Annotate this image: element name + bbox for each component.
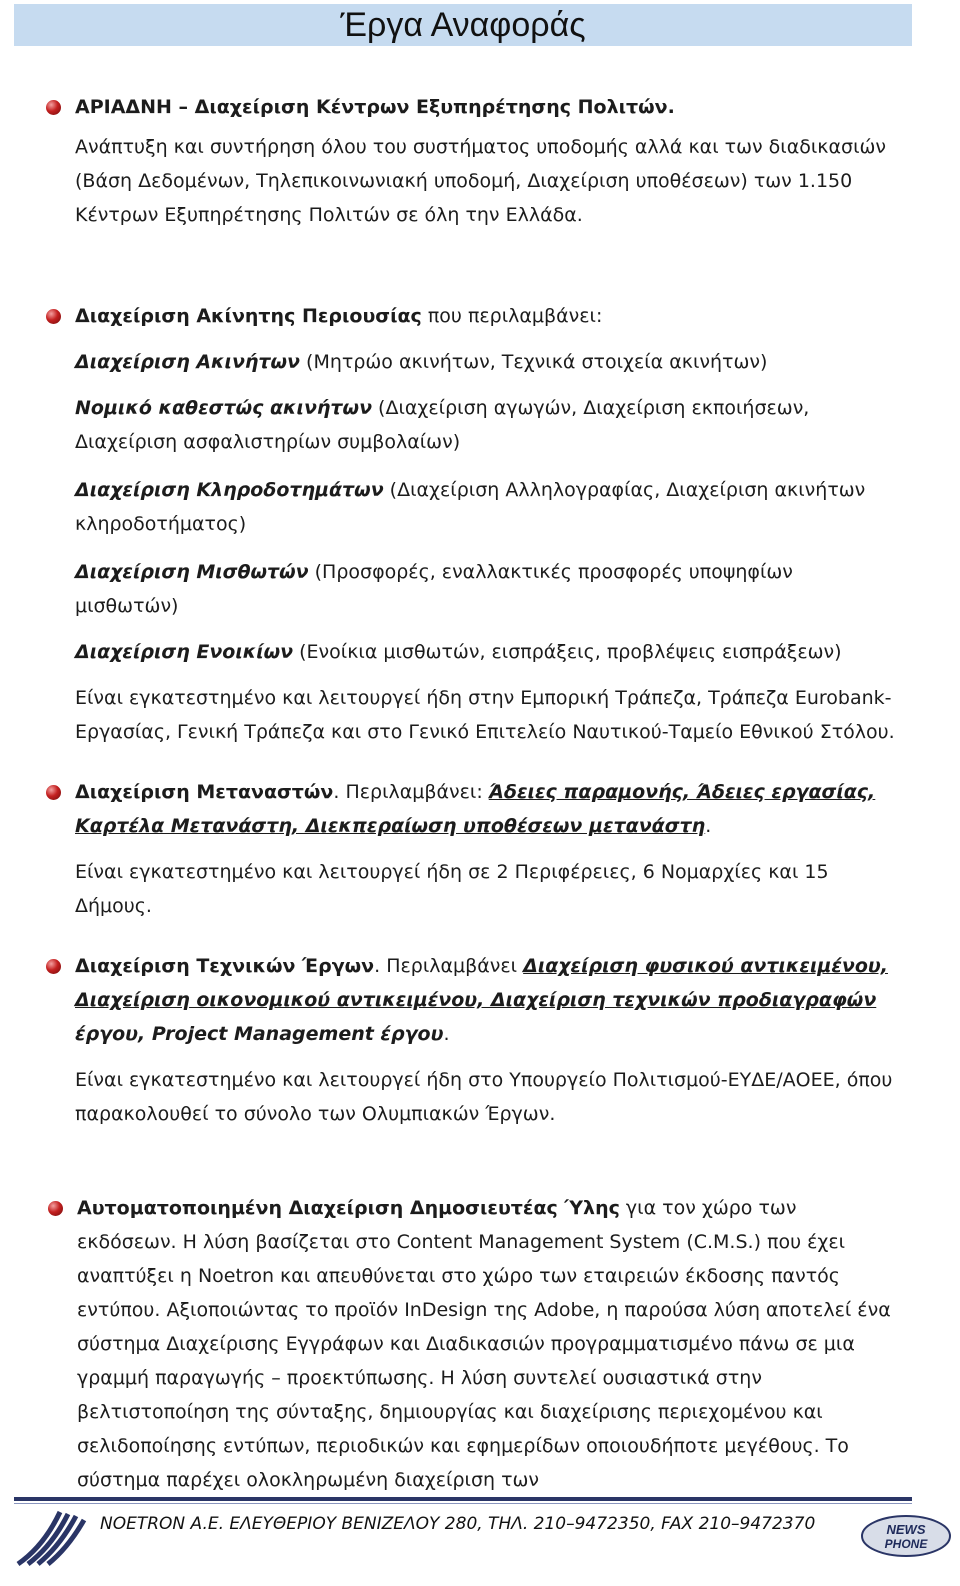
installation-note: Είναι εγκατεστημένο και λειτουργεί ήδη στο Υπουργείο Πολιτισμού-ΕΥΔΕ/ΑΟΕΕ, όπου παρακολουθεί το σύνολο των Ολυμπιακών Έργων. (75, 1069, 893, 1125)
item-desc: (Προσφορές, εναλλακτικές προσφορές υποψηφίων μισθωτών) (75, 561, 793, 617)
section-end: . (705, 815, 712, 837)
svg-text:PHONE: PHONE (884, 1537, 928, 1551)
installation-note: Είναι εγκατεστημένο και λειτουργεί ήδη σε 2 Περιφέρειες, 6 Νομαρχίες και 15 Δήμους. (75, 861, 829, 917)
bullet-icon (48, 1201, 63, 1216)
item-desc: (Ενοίκια μισθωτών, εισπράξεις, προβλέψεις εισπράξεων) (293, 641, 842, 663)
item-desc: (Διαχείριση αγωγών, Διαχείριση εκποιήσεων, Διαχείριση ασφαλιστηρίων συμβολαίων) (75, 397, 810, 453)
section-immigrants (46, 775, 896, 923)
section-description: Ανάπτυξη και συντήρηση όλου του συστήματος υποδομής αλλά και των διαδικασιών (Βάση Δεδομένων, Τηλεπικοινωνιακή υποδομή, Διαχείριση υποθέσεων) των 1.150 Κέντρων Εξυπηρέτησης Πολιτών σε όλη την Ελλάδα. (75, 136, 887, 226)
section-heading: Διαχείριση Τεχνικών Έργων (75, 955, 375, 977)
list-item (75, 635, 896, 669)
installation-note: Είναι εγκατεστημένο και λειτουργεί ήδη στην Εμπορική Τράπεζα, Τράπεζα Eurobank-Εργασίας, Γενική Τράπεζα και στο Γενικό Επιτελείο Ναυτικού-Ταμείο Εθνικού Στόλου. (75, 687, 895, 743)
bullet-icon (46, 959, 61, 974)
item-title: Διαχείριση Ενοικίων (75, 641, 294, 663)
section-lead: . Περιλαμβάνει: (333, 781, 489, 803)
bullet-icon (46, 100, 61, 115)
section-publishing (48, 1191, 900, 1497)
section-real-estate (46, 299, 896, 749)
feature-list-rest: έργου, Project Management έργου (75, 1023, 444, 1045)
item-title: Νομικό καθεστώς ακινήτων (75, 397, 373, 419)
item-desc: (Μητρώο ακινήτων, Τεχνικά στοιχεία ακινήτων) (300, 351, 768, 373)
title-bar (14, 4, 912, 46)
list-item (75, 391, 896, 459)
feature-list: Άδειες παραμονής, Άδειες εργασίας, Καρτέλα Μετανάστη, Διεκπεραίωση υποθέσεων μετανάστη (75, 781, 876, 837)
section-lead: . Περιλαμβάνει (374, 955, 524, 977)
section-body: για τον χώρο των εκδόσεων. Η λύση βασίζεται στο Content Management System (C.M.S.) που έχει αναπτύξει η Noetron και απευθύνεται στο χώρο των εταιρειών έκδοσης παντός εντύπου. Αξιοποιώντας το προϊόν InDesign της Adobe, η παρούσα λύση αποτελεί ένα σύστημα Διαχείρισης Εγγράφων και Διαδικασιών προγραμματισμένο πάνω σε μια γραμμή παραγωγής – προεκτύπωσης. Η λύση συντελεί ουσιαστικά στην βελτιστοποίηση της σύνταξης, δημιουργίας και διαχείρισης περιεχομένου και σελιδοποίησης εντύπων, περιοδικών και εφημερίδων οποιουδήποτε μεγέθους. Το σύστημα παρέχει ολοκληρωμένη διαχείριση των (77, 1197, 891, 1491)
item-desc: (Διαχείριση Αλληλογραφίας, Διαχείριση ακινήτων κληροδοτήματος) (75, 479, 866, 535)
section-heading: Διαχείριση Ακίνητης Περιουσίας (75, 305, 422, 327)
section-heading: Αυτοματοποιημένη Διαχείριση Δημοσιευτέας Ύλης (77, 1197, 620, 1219)
newsphone-logo-icon (860, 1508, 952, 1568)
list-item (75, 345, 896, 379)
list-item (75, 473, 896, 541)
section-end: . (443, 1023, 450, 1045)
footer-rule-thin (14, 1503, 912, 1504)
page-title: Έργα Αναφοράς (340, 6, 586, 44)
section-technical-projects (46, 949, 896, 1131)
section-heading: Διαχείριση Μεταναστών (75, 781, 334, 803)
section-ariadni (46, 90, 896, 232)
section-heading: ΑΡΙΑΔΝΗ – Διαχείριση Κέντρων Εξυπηρέτησης Πολιτών. (75, 96, 675, 118)
list-item (75, 555, 896, 623)
item-title: Διαχείριση Ακινήτων (75, 351, 300, 373)
noetron-logo-icon (14, 1506, 90, 1572)
bullet-icon (46, 309, 61, 324)
footer-rule (14, 1497, 912, 1501)
section-heading-rest: που περιλαμβάνει: (421, 305, 603, 327)
feature-list: Διαχείριση φυσικού αντικειμένου, Διαχείριση οικονομικού αντικειμένου, Διαχείριση τεχνικών προδιαγραφών (75, 955, 888, 1011)
footer-address: ΝΟΕΤRON A.E. ΕΛΕΥΘΕΡΙΟΥ ΒΕΝΙΖΕΛΟΥ 280, ΤΗΛ. 210–9472350, FAX 210–9472370 (100, 1514, 816, 1534)
svg-text:NEWS: NEWS (886, 1522, 926, 1537)
item-title: Διαχείριση Μισθωτών (75, 561, 309, 583)
bullet-icon (46, 785, 61, 800)
item-title: Διαχείριση Κληροδοτημάτων (75, 479, 384, 501)
